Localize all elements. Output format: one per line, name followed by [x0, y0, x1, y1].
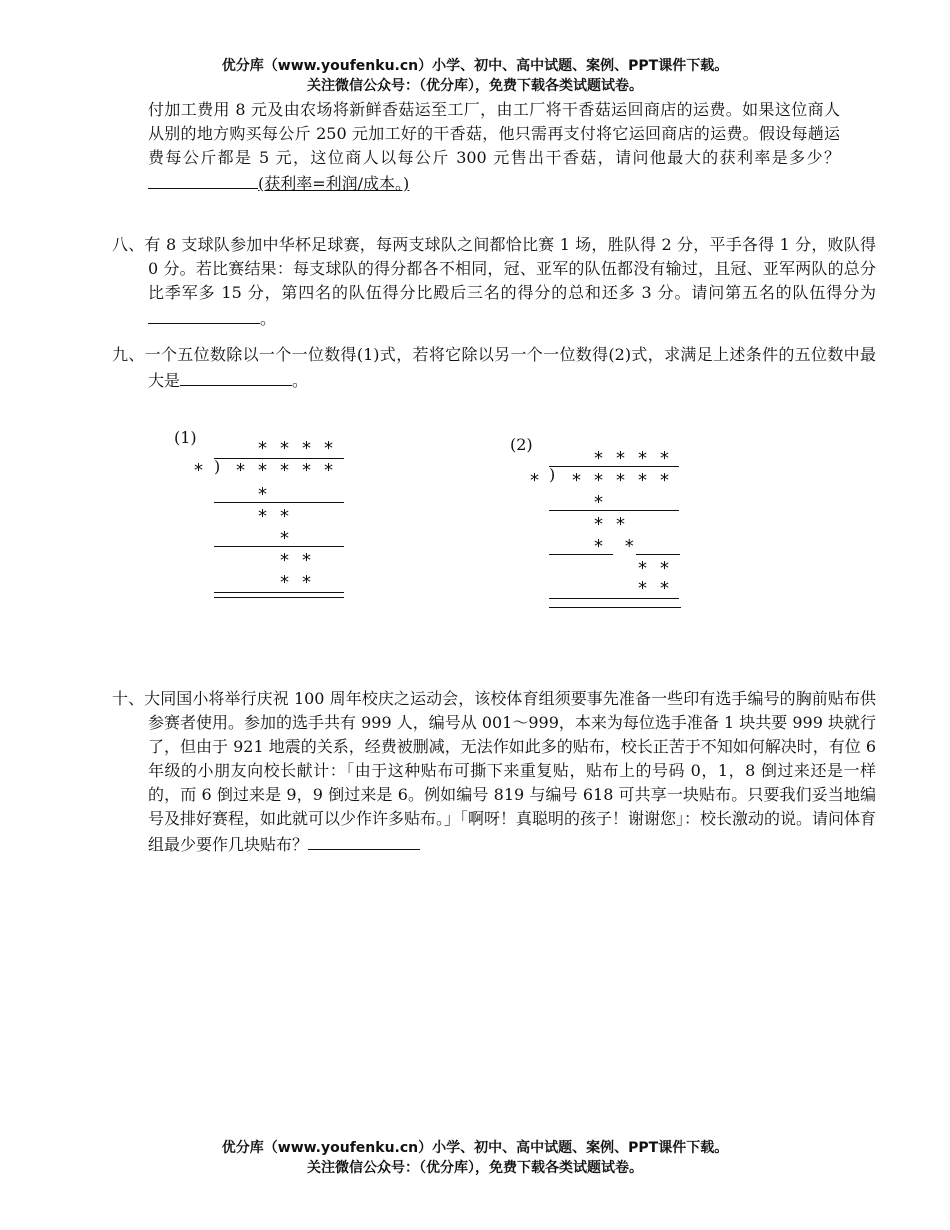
division-bracket: ): [214, 457, 221, 476]
subtraction-line: [636, 554, 680, 555]
remainder-digit: *: [280, 506, 289, 527]
remainder-digit: *: [616, 514, 625, 535]
dividend-digit: *: [638, 470, 647, 491]
quotient-digit: *: [258, 438, 267, 459]
remainder-digit: *: [594, 514, 603, 535]
page-header: [0, 56, 950, 96]
question-8-end: 。: [260, 309, 277, 328]
answer-blank-7[interactable]: [148, 170, 258, 189]
question-8: [112, 233, 876, 331]
product-digit: *: [280, 528, 289, 549]
subtraction-line: [549, 510, 679, 511]
division-bar: [549, 466, 679, 467]
divisor-digit: *: [530, 470, 539, 491]
footer-line-1: 优分库（www.youfenku.cn）小学、初中、高中试题、案例、PPT课件下载。: [221, 1140, 729, 1156]
question-7-note: (获利率=利润/成本。): [258, 174, 410, 193]
dividend-digit: *: [302, 460, 311, 481]
remainder-digit: *: [660, 558, 669, 579]
quotient-digit: *: [660, 448, 669, 469]
quotient-digit: *: [324, 438, 333, 459]
remainder-digit: *: [280, 550, 289, 571]
final-line: [549, 607, 681, 608]
remainder-digit: *: [258, 506, 267, 527]
dividend-digit: *: [324, 460, 333, 481]
final-line: [549, 598, 679, 599]
diagram-1-label: (1): [174, 428, 197, 447]
dividend-digit: *: [594, 470, 603, 491]
subtraction-line: [214, 502, 344, 503]
dividend-digit: *: [258, 460, 267, 481]
dividend-digit: *: [236, 460, 245, 481]
quotient-digit: *: [638, 448, 647, 469]
division-bar: [214, 458, 344, 459]
diagram-2-label: (2): [510, 435, 533, 454]
product-digit: *: [302, 572, 311, 593]
product-digit: *: [638, 578, 647, 599]
header-line-1: 优分库（www.youfenku.cn）小学、初中、高中试题、案例、PPT课件下载。: [221, 58, 729, 74]
product-digit: *: [594, 492, 603, 513]
remainder-digit: *: [638, 558, 647, 579]
question-9-text: 九、一个五位数除以一个一位数得(1)式，若将它除以另一个一位数得(2)式，求满足上述条件的五位数中最大是: [112, 345, 876, 390]
dividend-digit: *: [616, 470, 625, 491]
question-8-text: 八、有 8 支球队参加中华杯足球赛，每两支球队之间都恰比赛 1 场，胜队得 2 分，平手各得 1 分，败队得 0 分。若比赛结果：每支球队的得分都各不相同，冠、亚军的队伍都没有输过，且冠、亚军两队的总分比季军多 15 分，第四名的队伍得分比殿后三名的得分的总和还多 3 分。请问第五名的队伍得分为: [112, 235, 876, 302]
question-7-tail: [148, 98, 840, 196]
dividend-digit: *: [660, 470, 669, 491]
dividend-digit: *: [280, 460, 289, 481]
answer-blank-9[interactable]: [180, 367, 292, 386]
final-line: [214, 597, 344, 598]
quotient-digit: *: [280, 438, 289, 459]
quotient-digit: *: [594, 448, 603, 469]
question-9: [112, 343, 876, 393]
final-line: [214, 592, 344, 593]
question-10: [112, 687, 876, 857]
quotient-digit: *: [616, 448, 625, 469]
subtraction-line: [214, 546, 344, 547]
product-digits: * *: [594, 536, 642, 557]
subtraction-line: [549, 554, 613, 555]
division-bracket: ): [549, 465, 556, 484]
quotient-digit: *: [302, 438, 311, 459]
product-digit: *: [660, 578, 669, 599]
page-footer: [0, 1138, 950, 1178]
question-7-text: 付加工费用 8 元及由农场将新鲜香菇运至工厂，由工厂将干香菇运回商店的运费。如果这位商人从别的地方购买每公斤 250 元加工好的干香菇，他只需再支付将它运回商店的运费。假设每趟运费每公斤都是 5 元，这位商人以每公斤 300 元售出干香菇，请问他最大的获利率是多少？: [148, 100, 840, 167]
header-line-2: 关注微信公众号：（优分库），免费下载各类试题试卷。: [307, 78, 643, 94]
product-digit: *: [280, 572, 289, 593]
divisor-digit: *: [194, 460, 203, 481]
dividend-digit: *: [572, 470, 581, 491]
remainder-digit: *: [302, 550, 311, 571]
question-10-text: 十、大同国小将举行庆祝 100 周年校庆之运动会，该校体育组须要事先准备一些印有选手编号的胸前贴布供参赛者使用。参加的选手共有 999 人，编号从 001～999，本来为每位选手准备 1 块共要 999 块就行了，但由于 921 地震的关系，经费被删减，无法作如此多的贴布，校长正苦于不知如何解决时，有位 6 年级的小朋友向校长献计：「由于这种贴布可撕下来重复贴，贴布上的号码 0，1，8 倒过来还是一样的，而 6 倒过来是 9，9 倒过来是 6。例如编号 819 与编号 618 可共享一块贴布。只要我们妥当地编号及排好赛程，如此就可以少作许多贴布。」「啊呀！真聪明的孩子！谢谢您」：校长激动的说。请问体育组最少要作几块贴布？: [112, 689, 877, 854]
product-digit: *: [258, 484, 267, 505]
answer-blank-10[interactable]: [308, 831, 420, 850]
question-9-end: 。: [292, 371, 309, 390]
footer-line-2: 关注微信公众号：（优分库），免费下载各类试题试卷。: [307, 1160, 643, 1176]
answer-blank-8[interactable]: [148, 305, 260, 324]
